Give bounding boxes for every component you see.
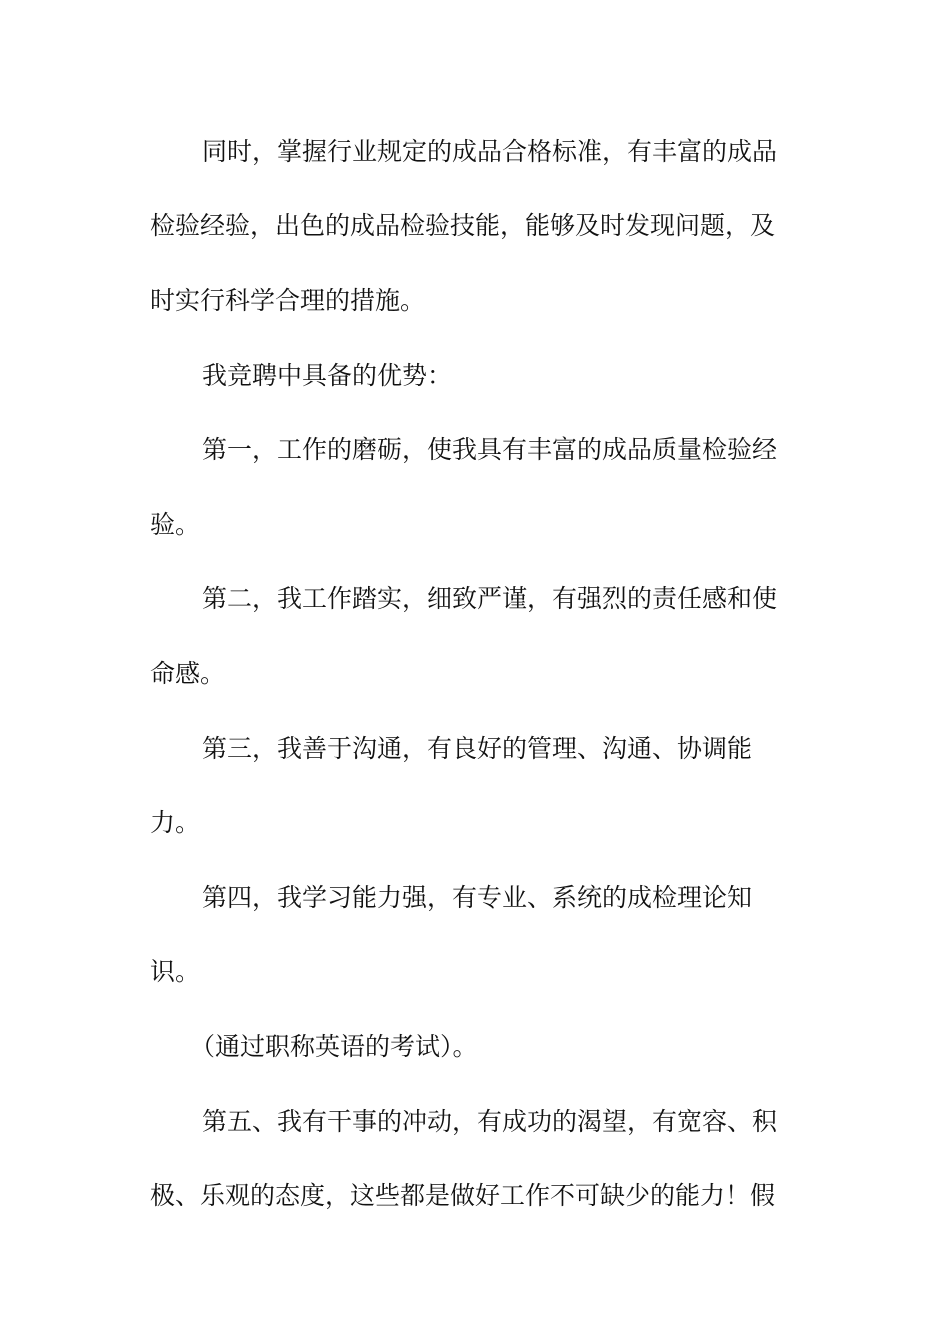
paragraph-line: 验。 [150, 510, 201, 539]
paragraph-line: 第二，我工作踏实，细致严谨，有强烈的责任感和使 [202, 584, 778, 613]
paragraph-line: 识。 [150, 957, 201, 986]
paragraph-line: 时实行科学合理的措施。 [150, 286, 426, 315]
paragraph-line: 同时，掌握行业规定的成品合格标准，有丰富的成品 [202, 137, 778, 166]
paragraph-line: 极、乐观的态度，这些都是做好工作不可缺少的能力！假 [150, 1181, 776, 1210]
paragraph-line: 第一，工作的磨砺，使我具有丰富的成品质量检验经 [202, 435, 778, 464]
paragraph-line: （通过职称英语的考试）。 [190, 1032, 478, 1061]
paragraph-line: 第五、我有干事的冲动，有成功的渴望，有宽容、积 [202, 1107, 778, 1136]
paragraph-line: 检验经验，出色的成品检验技能，能够及时发现问题，及 [150, 211, 776, 240]
paragraph-line: 命感。 [150, 659, 226, 688]
paragraph-line: 力。 [150, 808, 201, 837]
paragraph-line: 我竞聘中具备的优势： [202, 361, 453, 390]
paragraph-line: 第三，我善于沟通，有良好的管理、沟通、协调能 [202, 734, 753, 763]
paragraph-line: 第四，我学习能力强，有专业、系统的成检理论知 [202, 883, 753, 912]
